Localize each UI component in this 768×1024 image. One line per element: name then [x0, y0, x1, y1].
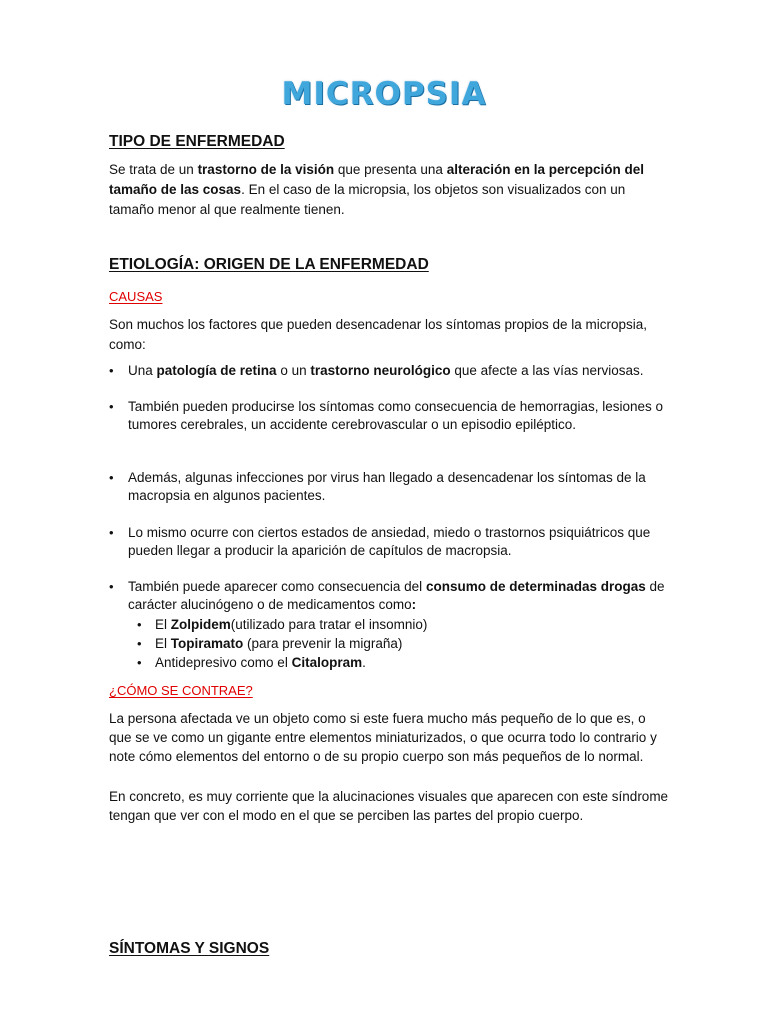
list-item — [109, 398, 669, 434]
text-run: que afecte a las vías nerviosas. — [450, 363, 644, 378]
bold-run: Zolpidem — [170, 617, 231, 632]
list-item-text: Además, algunas infecciones por virus han llegado a desencadenar los síntomas de la macropsia en algunos pacientes. — [128, 470, 646, 503]
subheading-como-se-contrae: ¿CÓMO SE CONTRAE? — [109, 683, 253, 698]
bullet-icon: • — [109, 399, 114, 414]
list-item — [109, 578, 669, 614]
bold-run: : — [411, 597, 417, 612]
section-heading-sintomas: SÍNTOMAS Y SIGNOS — [109, 940, 270, 957]
text-run: También puede aparecer como consecuencia del — [128, 579, 426, 594]
bullet-icon: • — [137, 636, 142, 651]
section-heading-tipo: TIPO DE ENFERMEDAD — [109, 133, 285, 150]
paragraph-tipo — [109, 160, 669, 220]
bold-run: alteración en la percepción del tamaño de las cosas — [109, 162, 645, 197]
sub-list-item — [137, 615, 657, 634]
bold-run: trastorno neurológico — [310, 363, 451, 378]
text-run: . — [362, 655, 366, 670]
subheading-causas: CAUSAS — [109, 289, 163, 304]
text-run: de carácter alucinógeno o de medicamentos como — [128, 579, 665, 612]
text-run: Antidepresivo como el — [155, 655, 292, 670]
text-run: que presenta una — [334, 162, 447, 177]
text-run: Se trata de un — [109, 162, 198, 177]
sub-list-item — [137, 634, 657, 653]
bold-run: Topiramato — [170, 636, 244, 651]
bullet-icon: • — [137, 617, 142, 632]
bullet-icon: • — [109, 525, 114, 540]
bold-run: trastorno de la visión — [197, 162, 335, 177]
bullet-icon: • — [137, 655, 142, 670]
list-item — [109, 362, 669, 380]
text-run: (para prevenir la migraña) — [243, 636, 403, 651]
bullet-icon: • — [109, 363, 114, 378]
text-run: (utilizado para tratar el insomnio) — [230, 617, 428, 632]
text-run: Una — [128, 363, 157, 378]
bullet-icon: • — [109, 470, 114, 485]
paragraph-causas-intro: Son muchos los factores que pueden desencadenar los síntomas propios de la micropsia, como: — [109, 317, 648, 352]
list-item — [109, 524, 669, 560]
text-run: El — [155, 617, 171, 632]
paragraph-contrae-2: En concreto, es muy corriente que la alucinaciones visuales que aparecen con este síndrome tengan que ver con el modo en el que se perciben las partes del propio cuerpo. — [109, 789, 669, 823]
bullet-icon: • — [109, 579, 114, 594]
bold-run: consumo de determinadas drogas — [425, 579, 646, 594]
sub-list-item — [137, 653, 657, 672]
bold-run: patología de retina — [156, 363, 277, 378]
section-heading-etiologia: ETIOLOGÍA: ORIGEN DE LA ENFERMEDAD — [109, 256, 429, 273]
page-title: MICROPSIA — [281, 76, 487, 112]
paragraph-contrae-1: La persona afectada ve un objeto como si este fuera mucho más pequeño de lo que es, o que se ve como un gigante entre elementos miniaturizados, o que ocurra todo lo contrario y note cómo elementos del entorno o de su propio cuerpo son más pequeños de lo normal. — [109, 711, 657, 764]
list-item — [109, 469, 669, 505]
text-run: El — [155, 636, 171, 651]
list-item-text: También pueden producirse los síntomas como consecuencia de hemorragias, lesiones o tumores cerebrales, un accidente cerebrovascular o un episodio epiléptico. — [128, 399, 664, 432]
text-run: o un — [276, 363, 311, 378]
bold-run: Citalopram — [291, 655, 363, 670]
text-run: . En el caso de la micropsia, los objetos son visualizados con un tamaño menor al que realmente tienen. — [109, 182, 626, 217]
list-item-text: Lo mismo ocurre con ciertos estados de ansiedad, miedo o trastornos psiquiátricos que pueden llegar a producir la aparición de capítulos de macropsia. — [128, 525, 651, 558]
